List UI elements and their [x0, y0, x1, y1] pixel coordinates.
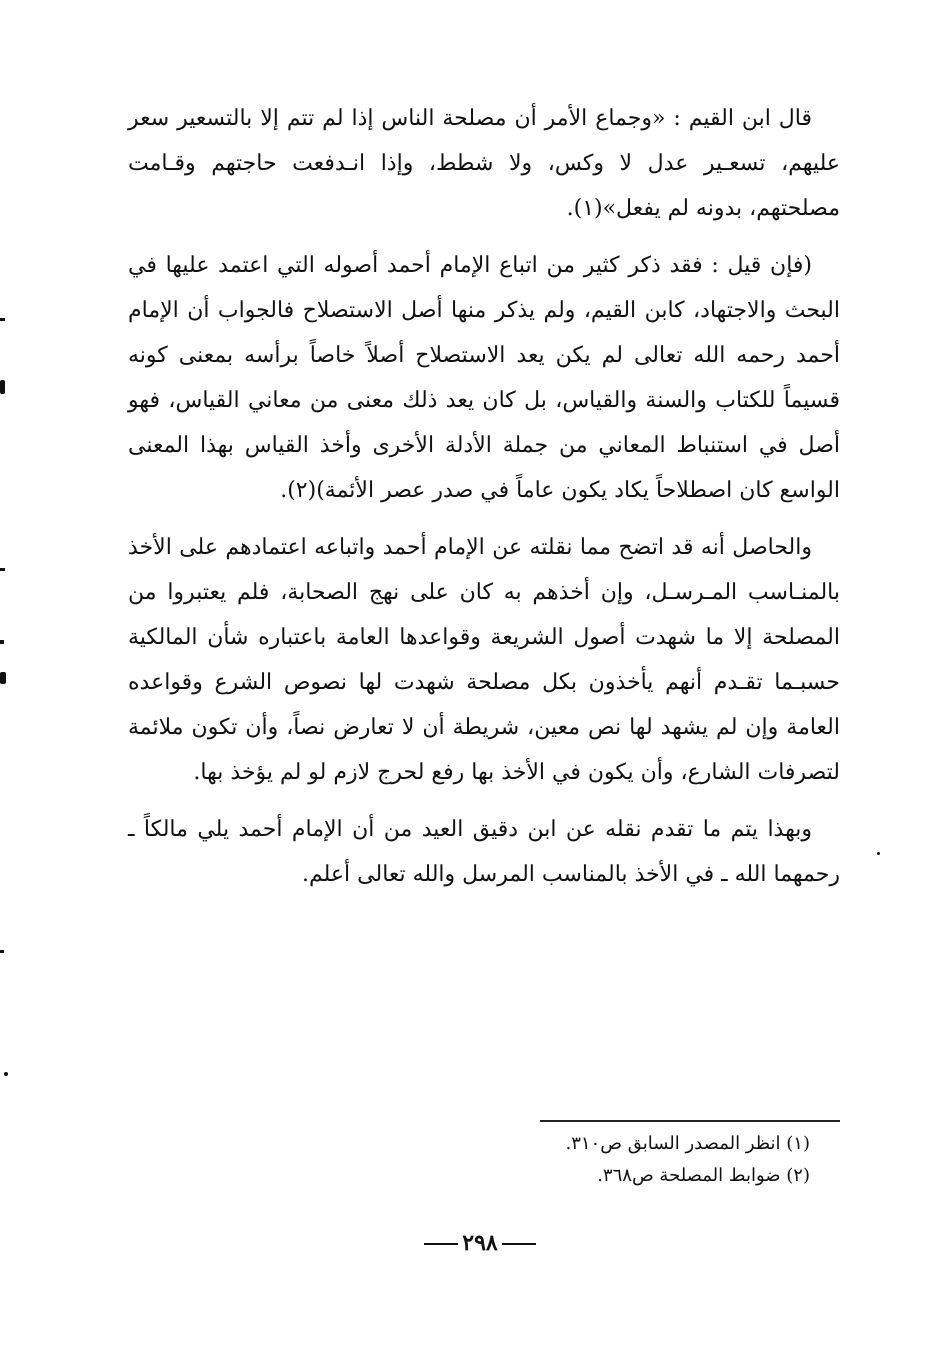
- scan-mark: [0, 568, 5, 571]
- scan-mark: [0, 672, 6, 684]
- scan-mark: [877, 852, 880, 855]
- page-number: [0, 1230, 940, 1256]
- paragraph-ibn-qayyim-quote: قال ابن القيم : «وجماع الأمر أن مصلحة الناس إذا لم تتم إلا بالتسعير سعر عليهم، تسعـير عدل لا وكس، ولا شطط، وإذا انـدفعت حاجتهم وقـامت مصلحتهم، بدونه لم يفعل»(١).: [128, 106, 840, 221]
- page-number-dash-right: [424, 1243, 458, 1245]
- scan-mark: [0, 640, 4, 644]
- footnote-2: (٢) ضوابط المصلحة ص٣٦٨.: [597, 1165, 810, 1186]
- page-number-value: ٢٩٨: [462, 1230, 498, 1256]
- scan-mark: [0, 950, 4, 953]
- footnote-divider: [540, 1120, 840, 1122]
- paragraph-conclusion: والحاصل أنه قد اتضح مما نقلته عن الإمام أحمد واتباعه اعتمادهم على الأخذ بالمنـاسب المـرسـل، وإن أخذهم به كان على نهج الصحابة، فلم يعتبروا من المصلحة إلا ما شهدت أصول الشريعة وقواعدها العامة باعتباره شأن المالكية حسبـما تقـدم أنهم يأخذون بكل مصلحة شهدت لها نصوص الشرع وقواعده العامة وإن لم يشهد لها نص معين، شريطة أن لا تعارض نصاً، وأن تكون ملائمة لتصرفات الشارع، وأن يكون في الأخذ بها رفع لحرج لازم لو لم يؤخذ بها.: [128, 535, 840, 785]
- page-number-dash-left: [502, 1243, 536, 1245]
- footnotes: [480, 1128, 810, 1192]
- scan-mark: [0, 380, 5, 394]
- footnote-1: (١) انظر المصدر السابق ص٣١٠.: [565, 1133, 810, 1154]
- main-text-block: [128, 96, 840, 909]
- scan-mark: [0, 318, 5, 321]
- paragraph-final-remark: وبهذا يتم ما تقدم نقله عن ابن دقيق العيد من أن الإمام أحمد يلي مالكاً ـ رحمهما الله ـ في الأخذ بالمناسب المرسل والله تعالى أعلم.: [128, 817, 840, 887]
- paragraph-objection-answer: (فإن قيل : فقد ذكر كثير من اتباع الإمام أحمد أصوله التي اعتمد عليها في البحث والاجتهاد، كابن القيم، ولم يذكر منها أصل الاستصلاح فالجواب أن الإمام أحمد رحمه الله تعالى لم يكن يعد الاستصلاح أصلاً خاصاً برأسه بمعنى كونه قسيماً للكتاب والسنة والقياس، بل كان يعد ذلك معنى من معاني القياس، فهو أصل في استنباط المعاني من جملة الأدلة الأخرى وأخذ القياس بهذا المعنى الواسع كان اصطلاحاً يكاد يكون عاماً في صدر عصر الأئمة)(٢).: [128, 253, 841, 503]
- scan-mark: [4, 1072, 8, 1076]
